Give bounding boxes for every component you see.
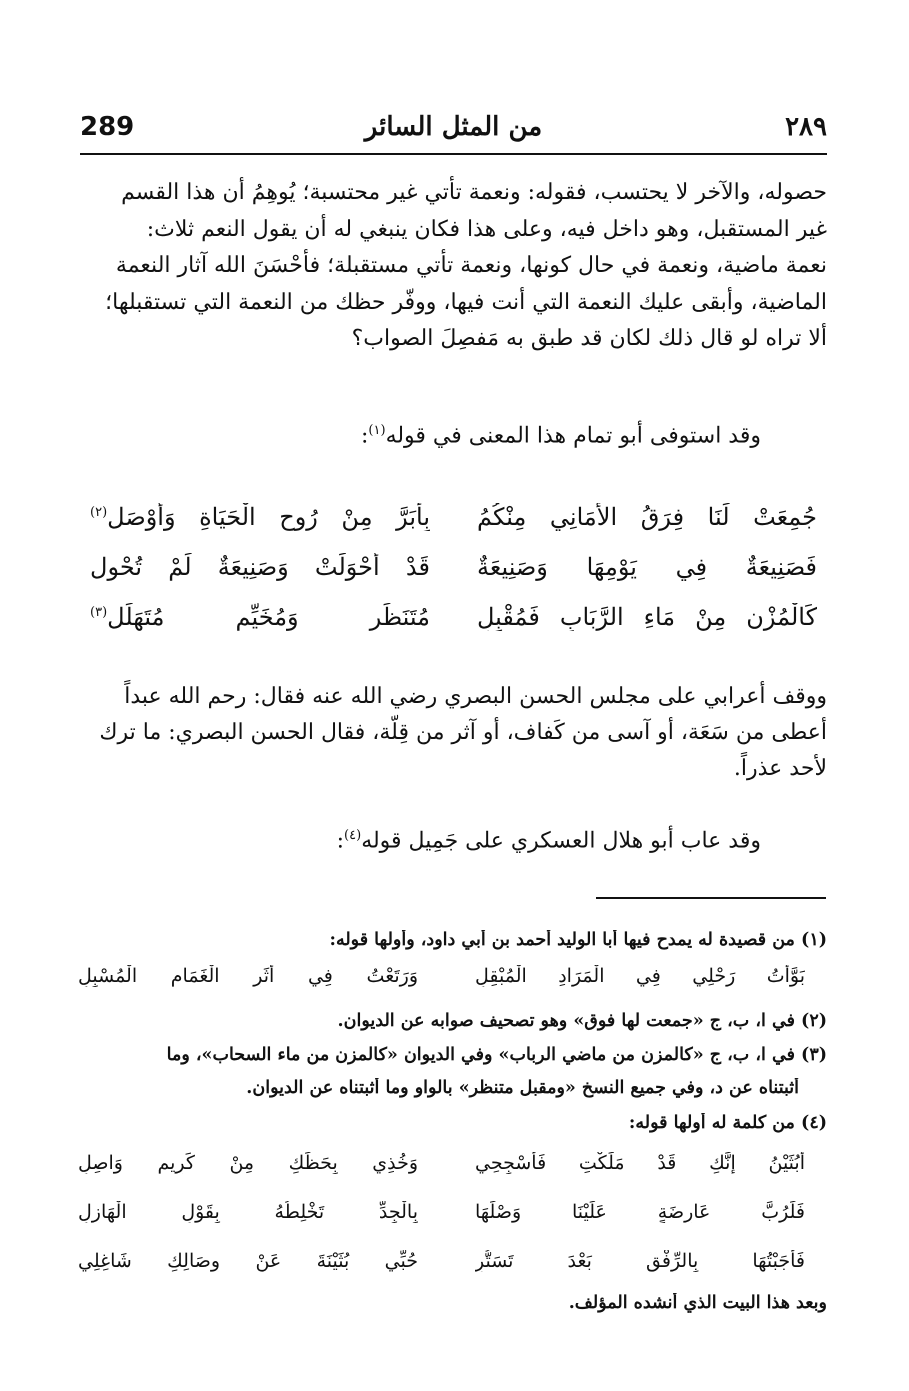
page-number-latin: 289 — [80, 112, 135, 142]
paragraph-line: الماضية، وأبقى عليك النعمة التي أنت فيها، ووفّر حظك من النعمة التي تستقبلها؛ — [105, 289, 827, 315]
intro-line-2 — [78, 828, 761, 853]
verse-first-hemistich: فَأَجَبْتُهَا بِالرِّفْقِ بَعْدَ تَسَتُّرٍ — [475, 1250, 805, 1272]
intro-colon: : — [336, 828, 345, 854]
page-header — [80, 112, 827, 152]
footnote-ref: (٢) — [90, 505, 108, 520]
verse-second-hemistich: بِالْجِدِّ تَخْلِطُهُ بِقَوْلِ الْهَازِلِ — [78, 1201, 418, 1223]
verse-second-hemistich: بِأَبَرَّ مِنْ رُوحِ الْحَيَاةِ وَأَوْصَلِ$^{(٢)}$ — [90, 503, 430, 531]
footnote-3-continued: أثبتناه عن د، وفي جميع النسخ «ومقبل متنظر» بالواو وما أثبتناه عن الديوان. — [246, 1078, 799, 1098]
verse-second-hemistich: حُبِّي بُثَيْنَةَ عَنْ وِصَالِكِ شَاغِلِي — [78, 1250, 418, 1272]
poem-verse — [90, 603, 817, 643]
footnote-4: (٤) من كلمة له أولها قوله: — [628, 1113, 827, 1133]
intro-line-1 — [78, 423, 761, 448]
footnote-ref: (٤) — [344, 828, 362, 843]
paragraph-line: ألا تراه لو قال ذلك لكان قد طبق به مَفصِلَ الصواب؟ — [351, 326, 827, 351]
paragraph-line: حصوله، والآخر لا يحتسب، فقوله: ونعمة تأتي غير محتسبة؛ يُوهِمُ أن هذا القسم — [121, 180, 827, 205]
paragraph-1 — [78, 175, 827, 358]
page-number-arabic: ٢٨٩ — [785, 112, 827, 142]
footnote-verse — [78, 1152, 805, 1186]
verse-first-hemistich: جُمِعَتْ لَنَا فِرَقُ الأَمَانِي مِنْكُمُ — [477, 503, 817, 531]
intro-text: وقد استوفى أبو تمام هذا المعنى في قوله — [385, 423, 761, 449]
verse-first-hemistich: بَوَّأْتُ رَحْلِي فِي الْمَرَادِ الْمُبْقِلِ — [475, 965, 805, 987]
footnote-ref: (١) — [368, 423, 386, 438]
footnote-separator — [596, 897, 826, 899]
verse-second-hemistich: قَدْ أَحْوَلَتْ وَصَنِيعَةٌ لَمْ تُحْوِلِ — [90, 553, 430, 581]
paragraph-line: غير المستقبل، وهو داخل فيه، وعلى هذا فكان ينبغي له أن يقول النعم ثلاث: — [146, 216, 827, 242]
paragraph-line: ووقف أعرابي على مجلس الحسن البصري رضي الله عنه فقال: رحم الله عبداً — [124, 684, 827, 709]
paragraph-line: أعطى من سَعَة، أو آسى من كَفاف، أو آثر من قِلّة، فقال الحسن البصري: ما ترك — [99, 720, 827, 745]
verse-first-hemistich: كَالْمُزْنِ مِنْ مَاءِ الرَّبَابِ فَمُقْبِلٍ — [477, 603, 817, 631]
running-title: من المثل السائر — [364, 112, 543, 142]
intro-text: وقد عاب أبو هلال العسكري على جَمِيل قوله — [361, 828, 761, 854]
paragraph-2 — [78, 679, 827, 787]
footnote-closing: وبعد هذا البيت الذي أنشده المؤلف. — [568, 1293, 827, 1313]
paragraph-line: نعمة ماضية، ونعمة في حال كونها، ونعمة تأتي مستقبلة؛ فأحْسَنَ الله آثار النعمة — [115, 253, 827, 278]
verse-first-hemistich: فَلَرُبَّ عَارِضَةٍ عَلَيْنَا وَصْلَهَا — [475, 1201, 805, 1223]
footnote-2: (٢) في ا، ب، ج «جمعت لها فوق» وهو تصحيف صوابه عن الديوان. — [337, 1011, 827, 1031]
verse-second-hemistich: وَخُذِي بِحَظِّكِ مِنْ كَرِيمٍ وَاصِلِ — [78, 1152, 418, 1174]
paragraph-line: لأحد عذراً. — [733, 756, 827, 781]
footnote-3: (٣) في ا، ب، ج «كالمزن من ماضي الرباب» وفي الديوان «كالمزن من ماء السحاب»، وما — [166, 1045, 827, 1065]
intro-colon: : — [361, 423, 369, 449]
poem-verse — [90, 553, 817, 593]
header-rule — [80, 153, 827, 155]
verse-second-hemistich: وَرَتَعْتُ فِي أَثَرِ الْغَمَامِ الْمُسْبِلِ — [78, 965, 418, 987]
footnote-verse — [78, 965, 805, 999]
poem-verse — [90, 503, 817, 543]
footnote-ref: (٣) — [90, 605, 108, 620]
verse-first-hemistich: فَصَنِيعَةٌ فِي يَوْمِهَا وَصَنِيعَةٌ — [477, 553, 817, 581]
footnote-verse — [78, 1250, 805, 1284]
verse-second-hemistich: مُتَنَظِّرٍ وَمُخَيِّمٍ مُتَهَلِّلِ$^{(٣)}$ — [90, 603, 430, 631]
verse-first-hemistich: أَبُثَيْنُ إِنَّكِ قَدْ مَلَكْتِ فَأَسْجِحِي — [475, 1152, 805, 1174]
footnote-1: (١) من قصيدة له يمدح فيها أبا الوليد أحمد بن أبي داود، وأولها قوله: — [329, 930, 827, 950]
footnote-verse — [78, 1201, 805, 1235]
